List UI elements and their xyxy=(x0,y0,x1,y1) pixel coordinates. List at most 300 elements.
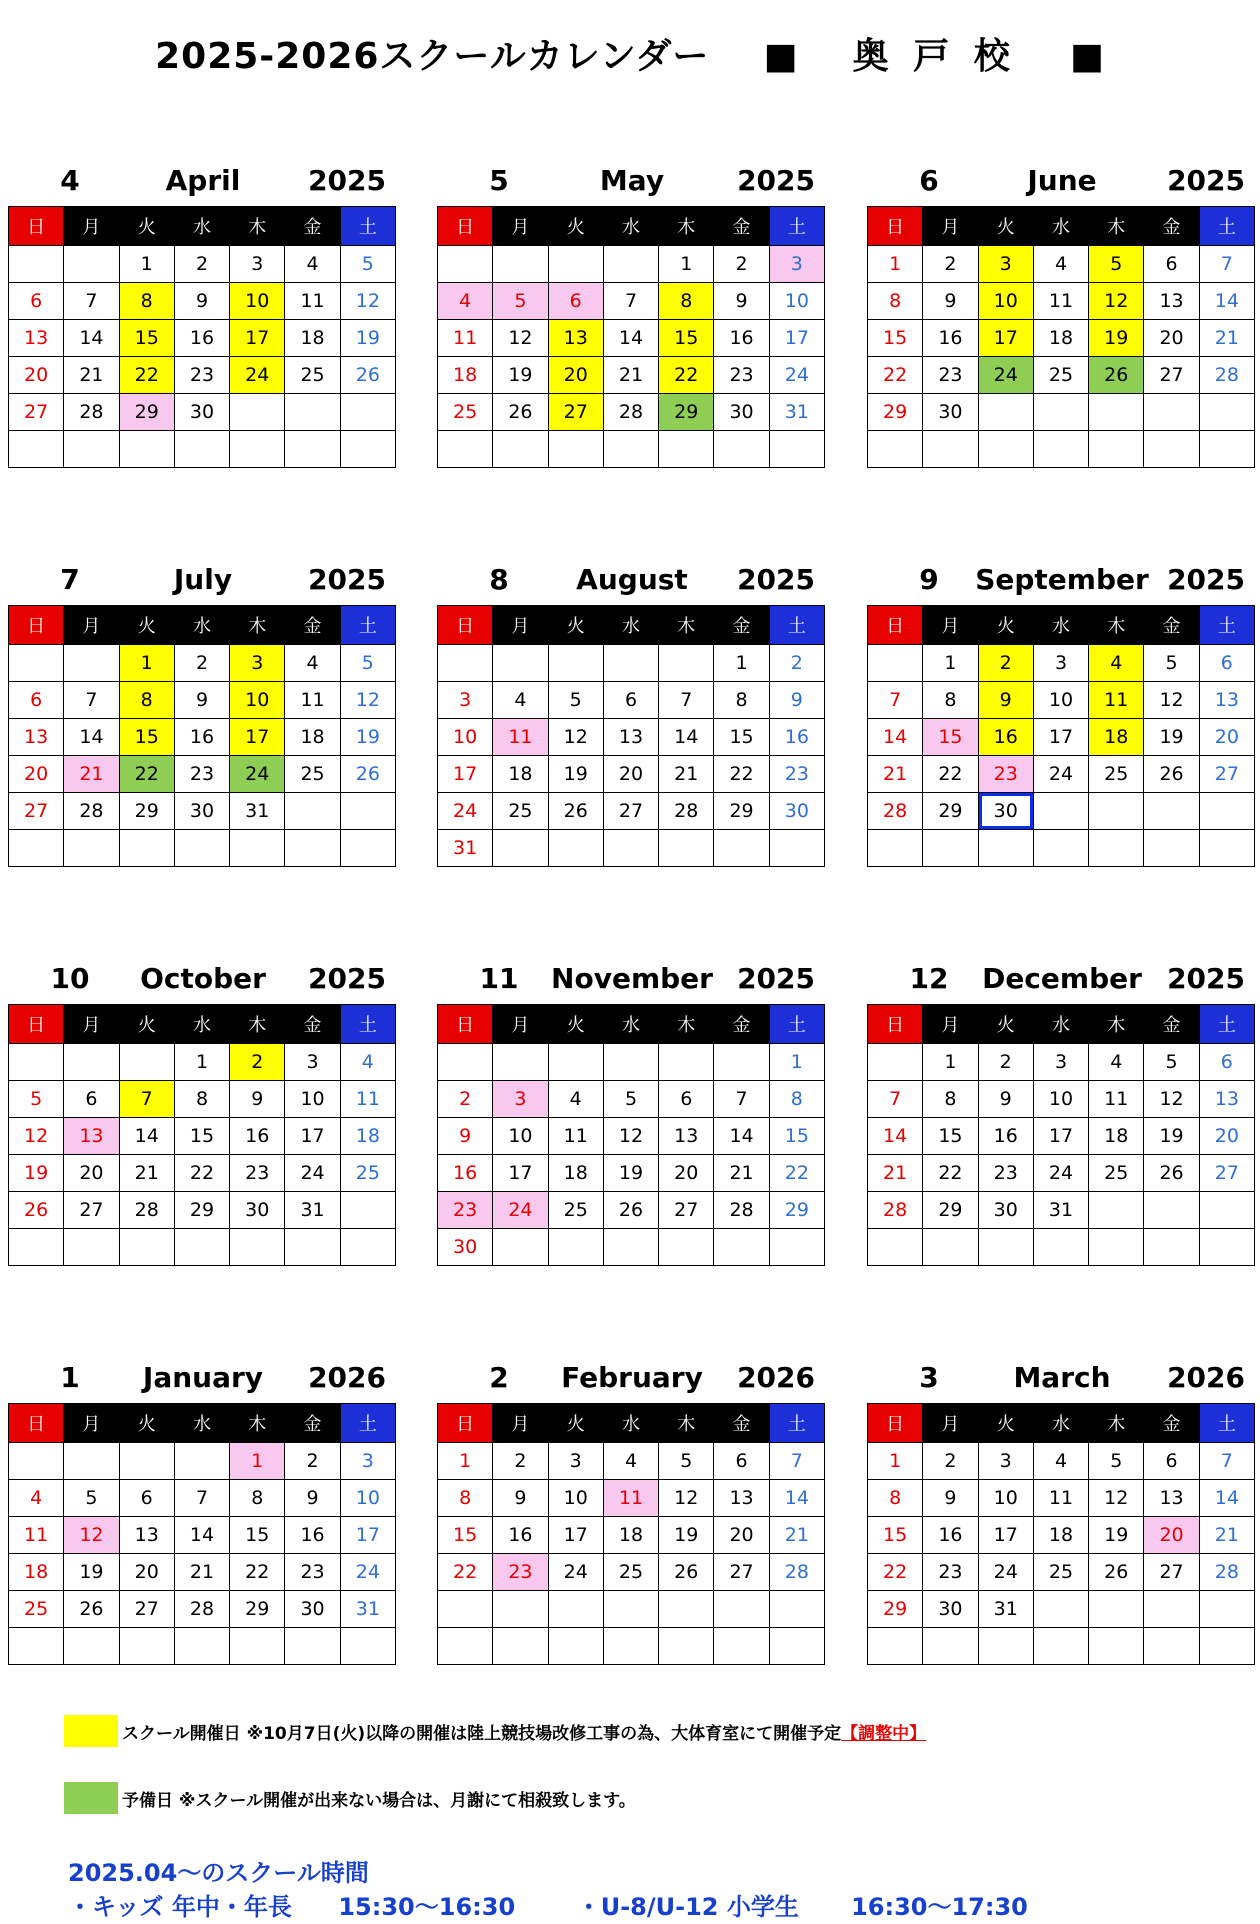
day-cell: 16 xyxy=(978,719,1033,756)
week-row xyxy=(868,320,1255,357)
month-header xyxy=(867,557,1255,605)
day-cell: 16 xyxy=(174,320,229,357)
day-cell: 14 xyxy=(119,1118,174,1155)
day-cell: 1 xyxy=(438,1443,493,1480)
empty-cell xyxy=(1033,1628,1088,1665)
day-cell: 15 xyxy=(769,1118,824,1155)
day-cell: 28 xyxy=(1199,1554,1254,1591)
day-cell: 14 xyxy=(174,1517,229,1554)
day-cell: 11 xyxy=(9,1517,64,1554)
day-cell: 29 xyxy=(923,793,978,830)
day-cell: 7 xyxy=(714,1081,769,1118)
month-april xyxy=(8,158,396,468)
day-cell: 11 xyxy=(438,320,493,357)
month-table xyxy=(8,206,396,468)
week-row xyxy=(9,1443,396,1480)
month-table xyxy=(8,1004,396,1266)
day-cell: 4 xyxy=(285,645,340,682)
weekday-header: 水 xyxy=(1033,1005,1088,1044)
day-cell: 10 xyxy=(1033,682,1088,719)
day-cell: 22 xyxy=(659,357,714,394)
month-header xyxy=(437,1355,825,1403)
empty-cell xyxy=(64,246,119,283)
day-cell: 5 xyxy=(1089,246,1144,283)
week-row xyxy=(438,719,825,756)
day-cell: 9 xyxy=(714,283,769,320)
weekday-header: 日 xyxy=(438,606,493,645)
day-cell: 8 xyxy=(868,1480,923,1517)
day-cell: 14 xyxy=(64,320,119,357)
week-row xyxy=(868,1480,1255,1517)
month-header xyxy=(8,1355,396,1403)
weekday-header: 土 xyxy=(340,1404,395,1443)
day-cell: 8 xyxy=(868,283,923,320)
day-cell: 14 xyxy=(868,719,923,756)
empty-cell xyxy=(493,1591,548,1628)
day-cell: 18 xyxy=(9,1554,64,1591)
day-cell: 16 xyxy=(285,1517,340,1554)
legend-reserve-day xyxy=(64,1782,636,1814)
day-cell: 26 xyxy=(659,1554,714,1591)
weekday-header-row xyxy=(868,606,1255,645)
empty-cell xyxy=(1033,1229,1088,1266)
month-table xyxy=(437,1403,825,1665)
empty-cell xyxy=(119,1044,174,1081)
day-cell: 21 xyxy=(603,357,658,394)
day-cell: 2 xyxy=(769,645,824,682)
day-cell: 6 xyxy=(64,1081,119,1118)
day-cell: 21 xyxy=(1199,320,1254,357)
day-cell: 1 xyxy=(119,246,174,283)
day-cell: 30 xyxy=(769,793,824,830)
empty-cell xyxy=(230,1229,285,1266)
day-cell: 18 xyxy=(438,357,493,394)
empty-cell xyxy=(1033,830,1088,867)
day-cell: 30 xyxy=(923,394,978,431)
day-cell: 28 xyxy=(769,1554,824,1591)
empty-cell xyxy=(714,830,769,867)
day-cell: 14 xyxy=(714,1118,769,1155)
day-cell: 14 xyxy=(659,719,714,756)
month-name: November xyxy=(551,962,713,995)
empty-cell xyxy=(923,1229,978,1266)
day-cell: 2 xyxy=(978,645,1033,682)
weekday-header: 月 xyxy=(493,606,548,645)
day-cell: 5 xyxy=(548,682,603,719)
day-cell: 9 xyxy=(978,682,1033,719)
week-row xyxy=(438,1628,825,1665)
day-cell: 6 xyxy=(9,283,64,320)
day-cell: 9 xyxy=(174,283,229,320)
empty-cell xyxy=(174,431,229,468)
weekday-header: 日 xyxy=(868,1404,923,1443)
day-cell: 25 xyxy=(438,394,493,431)
month-table xyxy=(8,1403,396,1665)
weekday-header-row xyxy=(438,606,825,645)
weekday-header: 日 xyxy=(438,207,493,246)
empty-cell xyxy=(9,246,64,283)
weekday-header: 金 xyxy=(1144,207,1199,246)
day-cell: 15 xyxy=(868,320,923,357)
day-cell: 27 xyxy=(659,1192,714,1229)
empty-cell xyxy=(769,431,824,468)
weekday-header: 水 xyxy=(174,1404,229,1443)
day-cell: 2 xyxy=(230,1044,285,1081)
weekday-header: 土 xyxy=(1199,1404,1254,1443)
day-cell: 26 xyxy=(1144,1155,1199,1192)
day-cell: 29 xyxy=(659,394,714,431)
day-cell: 2 xyxy=(174,645,229,682)
weekday-header: 水 xyxy=(603,606,658,645)
month-year: 2025 xyxy=(1167,164,1245,197)
day-cell: 19 xyxy=(548,756,603,793)
weekday-header: 月 xyxy=(493,207,548,246)
day-cell: 11 xyxy=(603,1480,658,1517)
day-cell: 24 xyxy=(978,357,1033,394)
month-table xyxy=(437,1004,825,1266)
weekday-header: 火 xyxy=(119,1404,174,1443)
day-cell: 17 xyxy=(1033,719,1088,756)
weekday-header-row xyxy=(868,207,1255,246)
day-cell: 27 xyxy=(603,793,658,830)
empty-cell xyxy=(438,246,493,283)
weekday-header-row xyxy=(9,606,396,645)
day-cell: 26 xyxy=(1144,756,1199,793)
day-cell: 24 xyxy=(548,1554,603,1591)
day-cell: 25 xyxy=(285,357,340,394)
month-november xyxy=(437,956,825,1266)
day-cell: 18 xyxy=(1033,1517,1088,1554)
day-cell: 1 xyxy=(714,645,769,682)
day-cell: 1 xyxy=(769,1044,824,1081)
day-cell: 7 xyxy=(64,682,119,719)
weekday-header: 金 xyxy=(1144,1005,1199,1044)
day-cell: 22 xyxy=(119,756,174,793)
day-cell: 15 xyxy=(119,719,174,756)
empty-cell xyxy=(64,1044,119,1081)
week-row xyxy=(9,1081,396,1118)
empty-cell xyxy=(1033,1591,1088,1628)
day-cell: 18 xyxy=(548,1155,603,1192)
weekday-header: 日 xyxy=(9,1404,64,1443)
day-cell: 19 xyxy=(1144,1118,1199,1155)
week-row xyxy=(9,793,396,830)
weekday-header: 水 xyxy=(174,207,229,246)
day-cell: 3 xyxy=(978,1443,1033,1480)
week-row xyxy=(438,394,825,431)
weekday-header: 月 xyxy=(493,1005,548,1044)
empty-cell xyxy=(119,830,174,867)
day-cell: 3 xyxy=(1033,1044,1088,1081)
weekday-header-row xyxy=(438,207,825,246)
day-cell: 19 xyxy=(64,1554,119,1591)
empty-cell xyxy=(285,1229,340,1266)
day-cell: 24 xyxy=(978,1554,1033,1591)
day-cell: 4 xyxy=(548,1081,603,1118)
day-cell: 11 xyxy=(1089,1081,1144,1118)
day-cell: 13 xyxy=(64,1118,119,1155)
week-row xyxy=(868,283,1255,320)
kids-time: 15:30～16:30 xyxy=(338,1893,516,1921)
u-label: ・U-8/U-12 小学生 xyxy=(576,1893,799,1921)
day-cell: 24 xyxy=(1033,1155,1088,1192)
day-cell: 19 xyxy=(1144,719,1199,756)
day-cell: 15 xyxy=(923,1118,978,1155)
empty-cell xyxy=(923,1628,978,1665)
day-cell: 12 xyxy=(603,1118,658,1155)
day-cell: 22 xyxy=(174,1155,229,1192)
day-cell: 5 xyxy=(1144,1044,1199,1081)
day-cell: 11 xyxy=(493,719,548,756)
day-cell: 11 xyxy=(285,682,340,719)
day-cell: 8 xyxy=(923,1081,978,1118)
day-cell: 20 xyxy=(603,756,658,793)
day-cell: 21 xyxy=(1199,1517,1254,1554)
empty-cell xyxy=(230,830,285,867)
empty-cell xyxy=(1144,1192,1199,1229)
day-cell: 6 xyxy=(9,682,64,719)
month-may xyxy=(437,158,825,468)
day-cell: 3 xyxy=(1033,645,1088,682)
empty-cell xyxy=(769,1591,824,1628)
weekday-header: 土 xyxy=(1199,207,1254,246)
day-cell: 13 xyxy=(9,320,64,357)
weekday-header: 金 xyxy=(714,1404,769,1443)
day-cell: 26 xyxy=(64,1591,119,1628)
day-cell: 23 xyxy=(438,1192,493,1229)
empty-cell xyxy=(548,645,603,682)
day-cell: 20 xyxy=(64,1155,119,1192)
day-cell: 23 xyxy=(285,1554,340,1591)
day-cell: 7 xyxy=(868,1081,923,1118)
week-row xyxy=(9,1517,396,1554)
weekday-header: 水 xyxy=(1033,207,1088,246)
day-cell: 13 xyxy=(603,719,658,756)
day-cell: 21 xyxy=(174,1554,229,1591)
day-cell: 24 xyxy=(230,357,285,394)
month-september xyxy=(867,557,1255,867)
weekday-header-row xyxy=(868,1005,1255,1044)
day-cell: 11 xyxy=(340,1081,395,1118)
month-table xyxy=(867,1403,1255,1665)
week-row xyxy=(868,246,1255,283)
day-cell: 17 xyxy=(1033,1118,1088,1155)
day-cell: 16 xyxy=(923,320,978,357)
weekday-header: 木 xyxy=(1089,1404,1144,1443)
day-cell: 27 xyxy=(119,1591,174,1628)
title-main: 2025-2026スクールカレンダー xyxy=(155,36,710,77)
day-cell: 1 xyxy=(868,246,923,283)
weekday-header: 水 xyxy=(174,606,229,645)
day-cell: 1 xyxy=(868,1443,923,1480)
day-cell: 30 xyxy=(438,1229,493,1266)
day-cell: 23 xyxy=(923,357,978,394)
month-year: 2025 xyxy=(1167,962,1245,995)
weekday-header: 金 xyxy=(285,207,340,246)
empty-cell xyxy=(714,1229,769,1266)
day-cell: 14 xyxy=(1199,283,1254,320)
day-cell: 24 xyxy=(285,1155,340,1192)
empty-cell xyxy=(1144,1591,1199,1628)
day-cell: 1 xyxy=(230,1443,285,1480)
empty-cell xyxy=(603,431,658,468)
empty-cell xyxy=(9,830,64,867)
day-cell: 20 xyxy=(1144,320,1199,357)
empty-cell xyxy=(1199,1591,1254,1628)
day-cell: 21 xyxy=(119,1155,174,1192)
day-cell: 26 xyxy=(340,756,395,793)
month-year: 2026 xyxy=(737,1361,815,1394)
month-header xyxy=(437,158,825,206)
day-cell: 29 xyxy=(769,1192,824,1229)
day-cell: 6 xyxy=(548,283,603,320)
empty-cell xyxy=(659,1229,714,1266)
day-cell: 23 xyxy=(230,1155,285,1192)
day-cell: 2 xyxy=(285,1443,340,1480)
day-cell: 26 xyxy=(340,357,395,394)
day-cell: 4 xyxy=(603,1443,658,1480)
day-cell: 9 xyxy=(493,1480,548,1517)
empty-cell xyxy=(230,1628,285,1665)
empty-cell xyxy=(493,1229,548,1266)
weekday-header: 木 xyxy=(659,1005,714,1044)
week-row xyxy=(438,1229,825,1266)
day-cell: 10 xyxy=(548,1480,603,1517)
empty-cell xyxy=(1199,431,1254,468)
day-cell: 12 xyxy=(9,1118,64,1155)
day-cell: 17 xyxy=(230,320,285,357)
empty-cell xyxy=(230,431,285,468)
weekday-header: 火 xyxy=(978,1404,1033,1443)
day-cell: 8 xyxy=(438,1480,493,1517)
empty-cell xyxy=(548,246,603,283)
week-row xyxy=(438,431,825,468)
day-cell: 29 xyxy=(868,1591,923,1628)
day-cell: 27 xyxy=(9,394,64,431)
month-year: 2025 xyxy=(308,164,386,197)
day-cell: 10 xyxy=(493,1118,548,1155)
month-year: 2025 xyxy=(737,164,815,197)
day-cell: 31 xyxy=(769,394,824,431)
weekday-header: 月 xyxy=(64,1005,119,1044)
day-cell: 12 xyxy=(1089,283,1144,320)
day-cell: 25 xyxy=(603,1554,658,1591)
empty-cell xyxy=(438,645,493,682)
week-row xyxy=(9,1628,396,1665)
empty-cell xyxy=(493,1628,548,1665)
day-cell: 5 xyxy=(64,1480,119,1517)
month-name: March xyxy=(1013,1361,1111,1394)
weekday-header: 土 xyxy=(1199,606,1254,645)
empty-cell xyxy=(1199,1192,1254,1229)
empty-cell xyxy=(340,394,395,431)
day-cell: 30 xyxy=(285,1591,340,1628)
empty-cell xyxy=(340,1192,395,1229)
day-cell: 7 xyxy=(174,1480,229,1517)
day-cell: 8 xyxy=(714,682,769,719)
day-cell: 15 xyxy=(659,320,714,357)
day-cell: 27 xyxy=(1199,756,1254,793)
day-cell: 9 xyxy=(230,1081,285,1118)
day-cell: 18 xyxy=(340,1118,395,1155)
empty-cell xyxy=(1089,1229,1144,1266)
empty-cell xyxy=(1199,1628,1254,1665)
week-row xyxy=(9,394,396,431)
day-cell: 19 xyxy=(603,1155,658,1192)
day-cell: 28 xyxy=(868,793,923,830)
empty-cell xyxy=(659,830,714,867)
day-cell: 15 xyxy=(119,320,174,357)
empty-cell xyxy=(340,1628,395,1665)
week-row xyxy=(438,1044,825,1081)
day-cell: 4 xyxy=(9,1480,64,1517)
day-cell: 25 xyxy=(1033,357,1088,394)
day-cell: 17 xyxy=(978,320,1033,357)
week-row xyxy=(9,1044,396,1081)
empty-cell xyxy=(1089,1628,1144,1665)
day-cell: 11 xyxy=(285,283,340,320)
month-number: 12 xyxy=(909,962,949,995)
week-row xyxy=(868,719,1255,756)
week-row xyxy=(868,830,1255,867)
empty-cell xyxy=(1144,394,1199,431)
day-cell: 16 xyxy=(493,1517,548,1554)
day-cell: 30 xyxy=(174,394,229,431)
day-cell: 14 xyxy=(868,1118,923,1155)
day-cell: 27 xyxy=(548,394,603,431)
empty-cell xyxy=(548,1591,603,1628)
month-header xyxy=(8,557,396,605)
month-august xyxy=(437,557,825,867)
day-cell: 21 xyxy=(714,1155,769,1192)
day-cell: 7 xyxy=(1199,246,1254,283)
month-name: May xyxy=(599,164,665,197)
empty-cell xyxy=(493,431,548,468)
month-july xyxy=(8,557,396,867)
day-cell: 27 xyxy=(64,1192,119,1229)
day-cell: 22 xyxy=(230,1554,285,1591)
empty-cell xyxy=(1144,1229,1199,1266)
day-cell: 9 xyxy=(438,1118,493,1155)
weekday-header: 月 xyxy=(923,1404,978,1443)
week-row xyxy=(868,1628,1255,1665)
day-cell: 24 xyxy=(493,1192,548,1229)
day-cell: 20 xyxy=(659,1155,714,1192)
day-cell: 7 xyxy=(119,1081,174,1118)
day-cell: 13 xyxy=(548,320,603,357)
weekday-header: 土 xyxy=(769,606,824,645)
weekday-header-row xyxy=(438,1005,825,1044)
empty-cell xyxy=(64,1443,119,1480)
day-cell: 17 xyxy=(548,1517,603,1554)
day-cell: 8 xyxy=(174,1081,229,1118)
day-cell: 23 xyxy=(714,357,769,394)
weekday-header: 金 xyxy=(714,207,769,246)
day-cell: 13 xyxy=(1199,682,1254,719)
empty-cell xyxy=(978,1229,1033,1266)
weekday-header: 木 xyxy=(659,606,714,645)
day-cell: 7 xyxy=(769,1443,824,1480)
day-cell: 4 xyxy=(1033,1443,1088,1480)
empty-cell xyxy=(1199,1229,1254,1266)
month-year: 2025 xyxy=(1167,563,1245,596)
empty-cell xyxy=(493,645,548,682)
empty-cell xyxy=(978,394,1033,431)
day-cell: 12 xyxy=(1144,682,1199,719)
month-name: July xyxy=(173,563,233,596)
month-number: 8 xyxy=(489,563,509,596)
week-row xyxy=(438,1155,825,1192)
